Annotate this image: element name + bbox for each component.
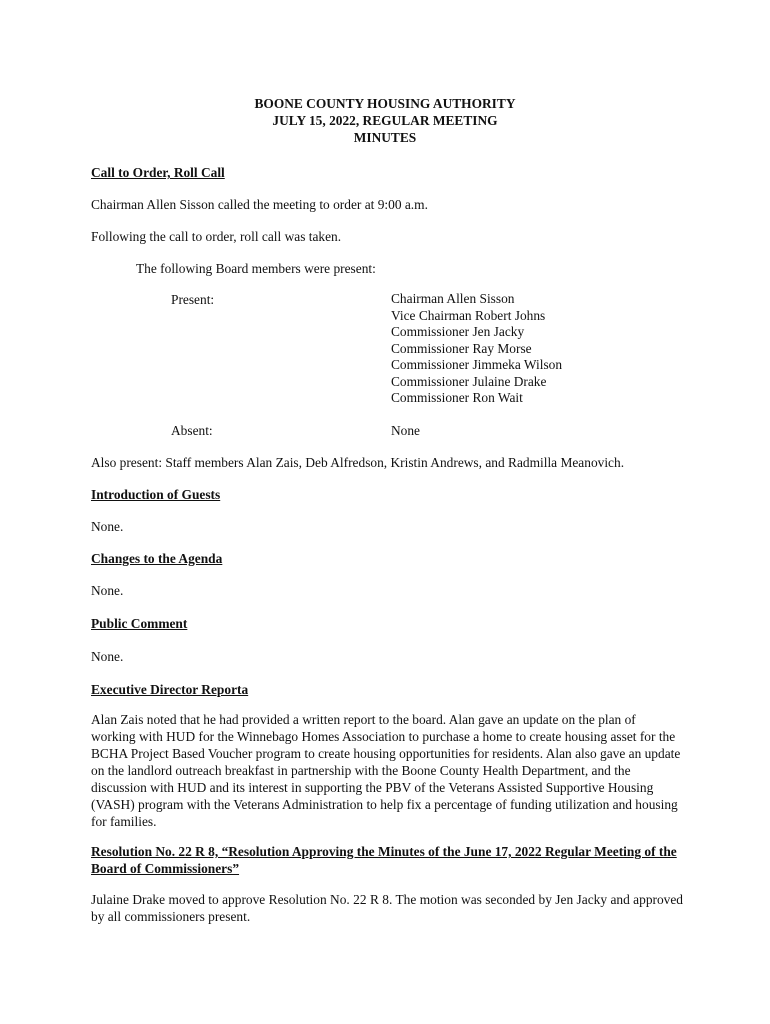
present-members-list bbox=[391, 291, 562, 407]
present-label: Present: bbox=[171, 292, 215, 307]
agenda-body: None. bbox=[91, 583, 124, 598]
also-present-text: Also present: Staff members Alan Zais, Deb Alfredson, Kristin Andrews, and Radmilla Meanovich. bbox=[91, 455, 625, 470]
public-comment-body: None. bbox=[91, 649, 124, 664]
resolution-body: Julaine Drake moved to approve Resolution No. 22 R 8. The motion was seconded by Jen Jacky and approved by all commissioners present. bbox=[91, 892, 683, 924]
present-member: Chairman Allen Sisson bbox=[391, 291, 515, 306]
section-heading-call-to-order: Call to Order, Roll Call bbox=[91, 165, 225, 180]
board-present-intro: The following Board members were present: bbox=[136, 261, 376, 276]
director-report-body: Alan Zais noted that he had provided a written report to the board. Alan gave an update on the plan of working with HUD for the Winnebago Homes Association to purchase a home to create housing asset for the BCHA Project Based Voucher program to create housing opportunities for residents. Alan also gave an update on the landlord outreach breakfast in partnership with the Boone County Health Department, and the discussion with HUD and its interest in supporting the PBV of the Veterans Assisted Supportive Housing (VASH) program with the Veterans Administration to help fix a percentage of funding utilization and housing for families. bbox=[91, 712, 681, 829]
present-member: Commissioner Jimmeka Wilson bbox=[391, 357, 563, 372]
section-heading-guests: Introduction of Guests bbox=[91, 487, 221, 502]
present-member: Commissioner Jen Jacky bbox=[391, 324, 525, 339]
absent-value: None bbox=[391, 423, 421, 438]
present-member: Vice Chairman Robert Johns bbox=[391, 307, 546, 323]
present-member: Commissioner Julaine Drake bbox=[391, 373, 547, 389]
document-title-line-1: BOONE COUNTY HOUSING AUTHORITY bbox=[254, 96, 516, 111]
call-to-order-text: Chairman Allen Sisson called the meeting to order at 9:00 a.m. bbox=[91, 197, 428, 212]
section-heading-director-report: Executive Director Reporta bbox=[91, 682, 249, 697]
present-member: Commissioner Ron Wait bbox=[391, 390, 523, 405]
absent-label: Absent: bbox=[171, 423, 213, 438]
section-heading-public-comment: Public Comment bbox=[91, 616, 188, 631]
guests-body: None. bbox=[91, 519, 124, 534]
section-heading-agenda: Changes to the Agenda bbox=[91, 551, 223, 566]
document-title-line-2: JULY 15, 2022, REGULAR MEETING bbox=[272, 113, 498, 128]
present-member: Commissioner Ray Morse bbox=[391, 340, 532, 356]
roll-call-text: Following the call to order, roll call was taken. bbox=[91, 229, 342, 244]
document-title-line-3: MINUTES bbox=[353, 130, 417, 145]
section-heading-resolution: Resolution No. 22 R 8, “Resolution Approving the Minutes of the June 17, 2022 Regular Meeting of the Board of Commissioners” bbox=[91, 844, 677, 876]
